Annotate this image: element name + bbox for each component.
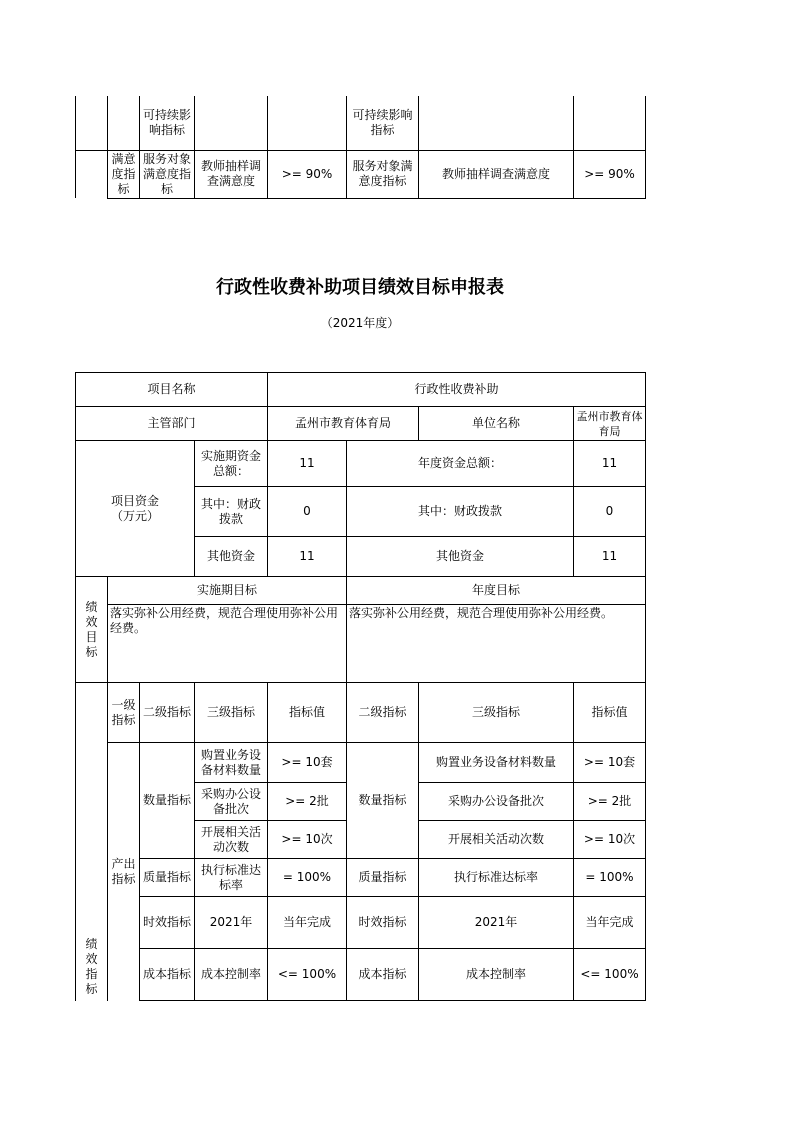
cost-level3-b: 成本控制率 <box>419 949 574 1001</box>
year-goal-text: 落实弥补公用经费，规范合理使用弥补公用经费。 <box>347 605 646 683</box>
project-name-value: 行政性收费补助 <box>268 373 646 407</box>
row2-value-b: >= 2批 <box>574 783 646 821</box>
blank-cell <box>268 96 347 150</box>
blank-cell <box>574 96 646 150</box>
timeliness-value: 当年完成 <box>268 897 347 949</box>
report-year: （2021年度） <box>320 316 400 330</box>
row1-value: >= 10套 <box>268 743 347 783</box>
year-fiscal-label: 其中：财政拨款 <box>347 487 574 537</box>
quality-level3: 执行标准达标率 <box>195 859 268 897</box>
teacher-survey-label-b: 教师抽样调查满意度 <box>419 150 574 198</box>
quantity-indicator-label-b: 数量指标 <box>347 743 419 859</box>
impl-total-value: 11 <box>268 441 347 487</box>
unit-value: 孟州市教育体育局 <box>574 407 646 441</box>
cost-value-b: <= 100% <box>574 949 646 1001</box>
row3-value-b: >= 10次 <box>574 821 646 859</box>
quality-indicator-label: 质量指标 <box>140 859 195 897</box>
timeliness-level3-b: 2021年 <box>419 897 574 949</box>
cost-value: <= 100% <box>268 949 347 1001</box>
row3-value: >= 10次 <box>268 821 347 859</box>
service-satisfaction-label-b: 服务对象满意度指标 <box>347 150 419 198</box>
satisfaction-value-b: >= 90% <box>574 150 646 198</box>
page-title: 行政性收费补助项目绩效目标申报表 <box>216 277 504 298</box>
row2-level3: 采购办公设备批次 <box>195 783 268 821</box>
year-goal-label: 年度目标 <box>347 577 646 605</box>
perf-index-label <box>76 683 108 1001</box>
blank-cell <box>195 96 268 150</box>
impl-goal-label: 实施期目标 <box>108 577 347 605</box>
row1-level3-b: 购置业务设备材料数量 <box>419 743 574 783</box>
impl-other-label: 其他资金 <box>195 537 268 577</box>
perf-index-text: 绩效指标 <box>85 936 98 996</box>
dept-value: 孟州市教育体育局 <box>268 407 419 441</box>
timeliness-indicator-label-b: 时效指标 <box>347 897 419 949</box>
blank-cell <box>76 96 108 150</box>
quantity-indicator-label: 数量指标 <box>140 743 195 859</box>
satisfaction-indicator-label: 满意度指标 <box>108 150 140 198</box>
funds-label: 项目资金（万元） <box>76 441 195 577</box>
row3-level3-b: 开展相关活动次数 <box>419 821 574 859</box>
unit-label: 单位名称 <box>419 407 574 441</box>
perf-goal-label: 绩效目标 <box>76 577 108 683</box>
blank-cell <box>419 96 574 150</box>
header-level1: 一级指标 <box>108 683 140 743</box>
main-form-table <box>75 372 646 1001</box>
header-level2-b: 二级指标 <box>347 683 419 743</box>
impl-other-value: 11 <box>268 537 347 577</box>
continued-table <box>75 96 646 199</box>
timeliness-value-b: 当年完成 <box>574 897 646 949</box>
year-other-label: 其他资金 <box>347 537 574 577</box>
year-total-label: 年度资金总额： <box>347 441 574 487</box>
blank-cell <box>108 96 140 150</box>
cost-indicator-label-b: 成本指标 <box>347 949 419 1001</box>
row3-level3: 开展相关活动次数 <box>195 821 268 859</box>
impl-fiscal-label: 其中：财政拨款 <box>195 487 268 537</box>
header-value-b: 指标值 <box>574 683 646 743</box>
row1-level3: 购置业务设备材料数量 <box>195 743 268 783</box>
quality-value: = 100% <box>268 859 347 897</box>
quality-value-b: = 100% <box>574 859 646 897</box>
blank-cell <box>76 150 108 198</box>
header-level3-b: 三级指标 <box>419 683 574 743</box>
impl-total-label: 实施期资金总额： <box>195 441 268 487</box>
row2-level3-b: 采购办公设备批次 <box>419 783 574 821</box>
header-level3: 三级指标 <box>195 683 268 743</box>
quality-indicator-label-b: 质量指标 <box>347 859 419 897</box>
cost-level3: 成本控制率 <box>195 949 268 1001</box>
header-value: 指标值 <box>268 683 347 743</box>
sustain-indicator-label: 可持续影响指标 <box>140 96 195 150</box>
impl-goal-text: 落实弥补公用经费，规范合理使用弥补公用经费。 <box>108 605 347 683</box>
teacher-survey-label: 教师抽样调查满意度 <box>195 150 268 198</box>
timeliness-level3: 2021年 <box>195 897 268 949</box>
row2-value: >= 2批 <box>268 783 347 821</box>
satisfaction-value: >= 90% <box>268 150 347 198</box>
output-indicator-label: 产出指标 <box>108 743 140 1001</box>
service-satisfaction-label: 服务对象满意度指标 <box>140 150 195 198</box>
row1-value-b: >= 10套 <box>574 743 646 783</box>
timeliness-indicator-label: 时效指标 <box>140 897 195 949</box>
year-other-value: 11 <box>574 537 646 577</box>
dept-label: 主管部门 <box>76 407 268 441</box>
quality-level3-b: 执行标准达标率 <box>419 859 574 897</box>
year-total-value: 11 <box>574 441 646 487</box>
year-fiscal-value: 0 <box>574 487 646 537</box>
impl-fiscal-value: 0 <box>268 487 347 537</box>
sustain-indicator-label-b: 可持续影响指标 <box>347 96 419 150</box>
cost-indicator-label: 成本指标 <box>140 949 195 1001</box>
header-level2: 二级指标 <box>140 683 195 743</box>
project-name-label: 项目名称 <box>76 373 268 407</box>
